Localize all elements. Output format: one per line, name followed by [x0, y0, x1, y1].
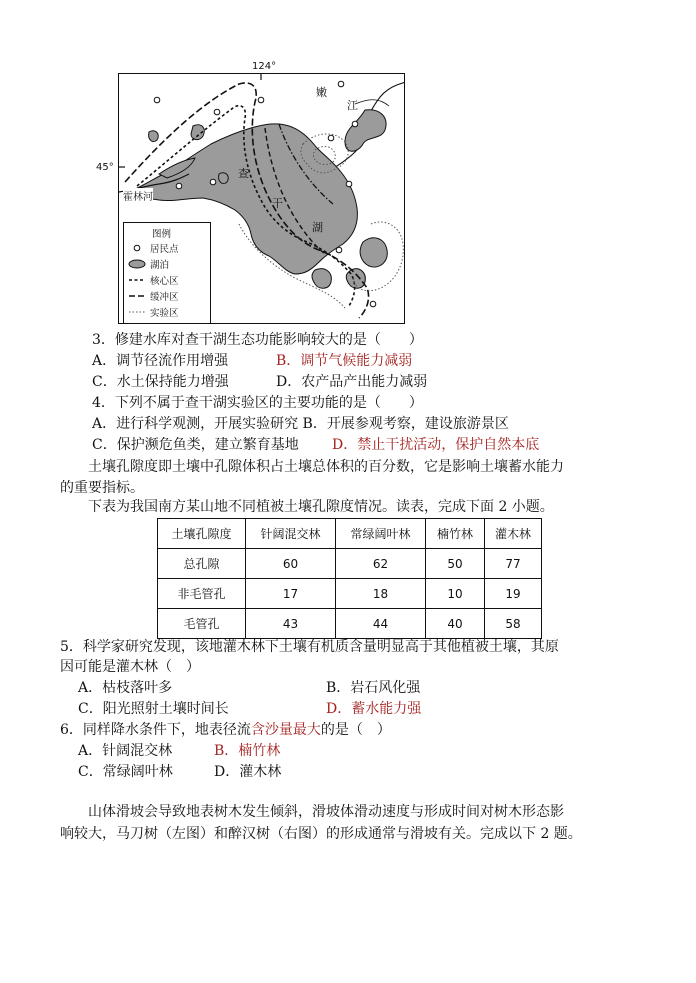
- q3-option-d: D．农产品产出能力减弱: [276, 374, 428, 390]
- map-label-lake-char-3: 湖: [312, 221, 323, 234]
- table-cell: 44: [336, 609, 426, 639]
- settlement-dot: [336, 247, 342, 253]
- table-cell: 40: [426, 609, 485, 639]
- legend-item-experimental-zone: [128, 305, 179, 319]
- q4-stem: 4．下列不属于查干湖实验区的主要功能的是（ ）: [92, 395, 423, 411]
- table-row: [158, 609, 542, 639]
- settlement-dot: [346, 181, 352, 187]
- q5-option-a: A．枯枝落叶多: [78, 680, 173, 696]
- q6-stem-pre: 6．同样降水条件下，地表径流: [60, 722, 251, 738]
- settlement-symbol-icon: [128, 243, 146, 253]
- lake-tiny-3: [219, 173, 229, 184]
- table-cell: 50: [426, 549, 485, 579]
- lake-lower-right-3: [312, 269, 331, 289]
- legend-item-settlement: [128, 241, 179, 255]
- map-longitude-label: 124°: [252, 61, 277, 72]
- table-cell: 非毛管孔: [158, 579, 246, 609]
- table-cell: 17: [246, 579, 336, 609]
- q6-stem: [60, 721, 391, 739]
- q3-option-a: A．调节径流作用增强: [92, 353, 229, 369]
- table-cell: 58: [485, 609, 542, 639]
- legend-item-lake: [128, 257, 169, 271]
- core-zone-symbol-icon: [128, 275, 146, 285]
- map-label-huolin-river: 霍林河: [123, 188, 153, 203]
- table-cell: 19: [485, 579, 542, 609]
- q3-stem: 3．修建水库对查干湖生态功能影响较大的是（ ）: [92, 332, 423, 348]
- legend-label: 湖泊: [150, 260, 170, 271]
- table-cell: 10: [426, 579, 485, 609]
- q6-option-c: C．常绿阔叶林: [78, 764, 173, 780]
- legend-label: 缓冲区: [150, 292, 179, 303]
- table-header-row: [158, 519, 542, 549]
- settlement-dot: [176, 183, 182, 189]
- lake-tiny-2: [149, 131, 159, 142]
- legend-item-buffer-zone: [128, 289, 179, 303]
- settlement-dot: [214, 109, 220, 115]
- legend-label: 居民点: [150, 244, 179, 255]
- lake-upper-right: [345, 110, 386, 152]
- table-header-cell: 针阔混交林: [246, 519, 336, 549]
- map-label-lake-char-2: 干: [272, 197, 283, 210]
- soil-porosity-table: [157, 518, 542, 639]
- legend-label: 核心区: [150, 276, 179, 287]
- map-label-nen: 嫩: [316, 86, 327, 99]
- settlement-dot: [258, 97, 264, 103]
- landslide-line-1: 山体滑坡会导致地表树木发生倾斜，滑坡体滑动速度与形成时间对树木形态影: [88, 804, 564, 820]
- legend-item-core-zone: [128, 273, 179, 287]
- table-cell: 60: [246, 549, 336, 579]
- legend-label: 实验区: [150, 308, 179, 319]
- table-row: [158, 579, 542, 609]
- map-label-jiang: 江: [347, 99, 358, 112]
- settlement-dot: [352, 121, 358, 127]
- intro-line-3: 下表为我国南方某山地不同植被土壤孔隙度情况。读表，完成下面 2 小题。: [88, 499, 554, 515]
- table-header-cell: 常绿阔叶林: [336, 519, 426, 549]
- q6-option-a: A．针阔混交林: [78, 743, 173, 759]
- settlement-dot: [154, 97, 160, 103]
- q5-option-d: D．蓄水能力强: [326, 701, 422, 717]
- table-cell: 毛管孔: [158, 609, 246, 639]
- intro-line-1: 土壤孔隙度即土壤中孔隙体积占土壤总体积的百分数，它是影响土壤蓄水能力: [88, 459, 564, 475]
- table-cell: 43: [246, 609, 336, 639]
- intro-line-2: 的重要指标。: [60, 480, 144, 496]
- table-cell: 62: [336, 549, 426, 579]
- q6-stem-post: 的是（ ）: [320, 722, 391, 738]
- q5-option-b: B．岩石风化强: [326, 680, 421, 696]
- q6-option-b: B．楠竹林: [214, 743, 281, 759]
- q4-option-c: C．保护濒危鱼类，建立繁育基地: [92, 437, 299, 453]
- q6-option-d: D．灌木林: [214, 764, 282, 780]
- table-header-cell: 楠竹林: [426, 519, 485, 549]
- settlement-dot: [210, 179, 216, 185]
- map-latitude-label: 45°: [96, 162, 114, 173]
- table-header-cell: 灌木林: [485, 519, 542, 549]
- table-header-cell: 土壤孔隙度: [158, 519, 246, 549]
- buffer-zone-symbol-icon: [128, 291, 146, 301]
- table-row: [158, 549, 542, 579]
- settlement-dot: [338, 81, 344, 87]
- q5-stem-line-1: 5．科学家研究发现，该地灌木林下土壤有机质含量明显高于其他植被土壤，其原: [60, 639, 559, 655]
- chagan-lake-map: [118, 73, 405, 324]
- settlement-dot: [370, 301, 376, 307]
- nen-tributary: [355, 100, 389, 106]
- q4-options-ab: A．进行科学观测，开展实验研究 B．开展参观考察，建设旅游景区: [92, 416, 509, 432]
- q6-stem-highlight: 含沙量最大: [250, 722, 321, 738]
- table-cell: 18: [336, 579, 426, 609]
- q5-option-c: C．阳光照射土壤时间长: [78, 701, 229, 717]
- q4-option-d: D．禁止干扰活动，保护自然本底: [332, 437, 540, 453]
- lake-lower-right-1: [360, 238, 387, 267]
- legend-title: 图例: [152, 229, 172, 240]
- map-label-lake-char-1: 查: [238, 167, 249, 180]
- table-cell: 总孔隙: [158, 549, 246, 579]
- settlement-dot: [328, 135, 334, 141]
- lake-symbol-icon: [128, 259, 146, 269]
- map-legend: [123, 222, 211, 324]
- q3-option-b: B．调节气候能力减弱: [276, 353, 413, 369]
- table-cell: 77: [485, 549, 542, 579]
- landslide-line-2: 响较大，马刀树（左图）和醉汉树（右图）的形成通常与滑坡有关。完成以下 2 题。: [60, 826, 582, 842]
- q3-option-c: C．水土保持能力增强: [92, 374, 229, 390]
- experimental-zone-symbol-icon: [128, 307, 146, 317]
- q5-stem-line-2: 因可能是灌木林（ ）: [60, 659, 200, 675]
